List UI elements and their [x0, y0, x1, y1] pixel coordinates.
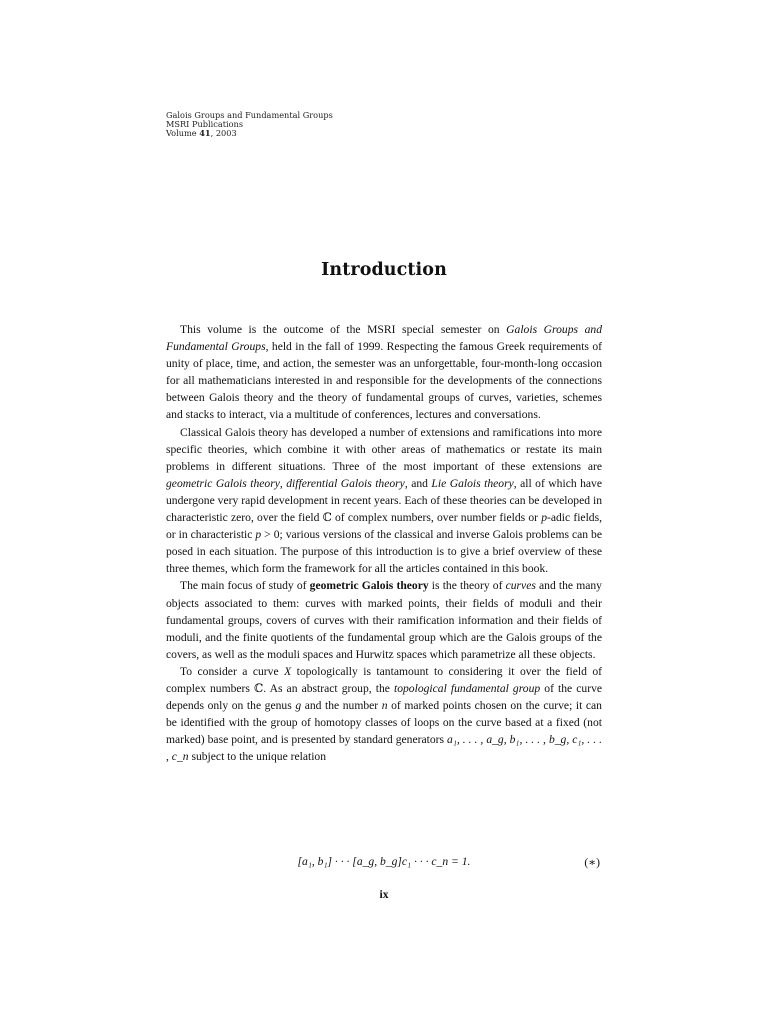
emphasis-text: topological fundamental group [393, 681, 541, 695]
emphasis-text: Lie Galois theory [431, 476, 514, 490]
relation-formula: [a₁, b₁] · · · [a_g, b_g]c₁ · · · c_n = 1. [297, 855, 471, 868]
paragraph-2 [166, 424, 602, 578]
emphasis-text: curves [505, 579, 536, 593]
paragraph-3 [166, 577, 602, 662]
text-run: topologically is tantamount to considering it over the field of complex numbers ℂ. As an abstract group, the [166, 664, 602, 695]
text-run: is the theory of [428, 579, 506, 593]
equation-tag: (∗) [584, 856, 600, 869]
text-run: , held in the fall of 1999. Respecting the famous Greek requirements of unity of place, time, and action, the semester was an unforgettable, four-month-long occasion for all mathematicians interested in and responsible for the developments of the connections between Galois theory and the theory of fundamental groups of curves, varieties, schemes and stacks to interact, via a multitude of conferences, lectures and conversations. [166, 340, 602, 422]
math-var: X [284, 664, 292, 678]
paragraph-1 [166, 321, 602, 424]
text-run: Classical Galois theory has developed a number of extensions and ramifications into more specific theories, which combine it with other areas of mathematics or restate its main problems in different situations. Three of the most important of these extensions are [166, 425, 602, 473]
text-run: subject to the unique relation [188, 750, 327, 764]
math-var: p [541, 511, 547, 525]
bold-term: geometric Galois theory [309, 579, 429, 593]
emphasis-text: geometric Galois theory [166, 476, 280, 490]
body-text [166, 321, 602, 765]
header-series-title: Galois Groups and Fundamental Groups [166, 110, 333, 120]
text-run: and the many objects associated to them: curves with marked points, their fields of moduli and their fundamental groups, covers of curves with their ramification information and their fields of moduli, and the finite quotients of the fundamental group which are the Galois groups of the covers, as well as the moduli spaces and Hurwitz spaces which parametrize all these objects. [166, 579, 602, 661]
page-number: ix [379, 888, 389, 901]
text-run: of the curve depends only on the genus [166, 681, 603, 713]
header-publisher: MSRI Publications [166, 119, 244, 129]
text-run: , and [404, 476, 432, 490]
math-generators: a₁, . . . , a_g, b₁, . . . , b_g, c₁, . . . , c_n [166, 733, 603, 764]
text-run: > 0; various versions of the classical and inverse Galois problems can be posed in each situation. The purpose of this introduction is to give a brief overview of these three themes, which form the framework for all the articles contained in this book. [166, 528, 602, 576]
math-var: g [295, 699, 302, 713]
displayed-relation [166, 855, 602, 868]
math-var: p [255, 528, 262, 542]
text-run: , all of which have undergone very rapid development in recent years. Each of these theories can be developed in characteristic zero, over the field ℂ of complex numbers, over number fields or [166, 476, 602, 525]
paragraph-4 [166, 663, 602, 766]
volume-number: 41 [199, 128, 211, 138]
text-run: -adic fields, or in characteristic [166, 511, 603, 542]
math-var: n [381, 699, 388, 713]
running-header [166, 111, 333, 138]
emphasis-text: differential Galois theory [286, 476, 405, 490]
volume-prefix: Volume [166, 128, 200, 138]
text-run: To consider a curve [180, 664, 285, 678]
page-title: Introduction [321, 260, 447, 280]
text-run: , [279, 476, 287, 490]
emphasis-text: Galois Groups and Fundamental Groups [166, 323, 602, 354]
volume-year: , 2003 [210, 128, 237, 138]
text-run: The main focus of study of [180, 579, 310, 593]
text-run: This volume is the outcome of the MSRI special semester on [180, 323, 507, 336]
text-run: of marked points chosen on the curve; it can be identified with the group of homotopy classes of loops on the curve based at a fixed (not marked) base point, and is presented by standard generators [166, 699, 602, 747]
header-volume [166, 129, 333, 138]
text-run: and the number [301, 699, 382, 713]
